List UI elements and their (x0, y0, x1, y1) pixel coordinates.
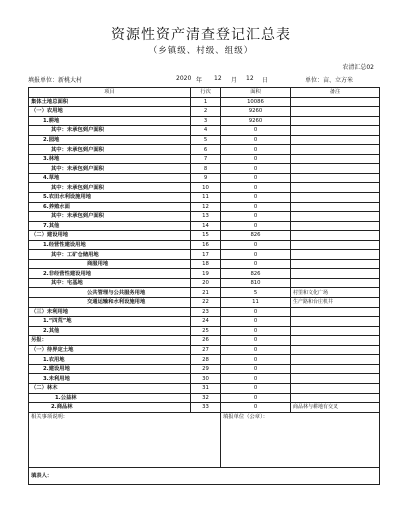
row-item: 6.养殖水面 (29, 202, 191, 212)
table-row (29, 97, 380, 107)
row-item: 其中：宅基地 (29, 278, 191, 288)
table-row (29, 336, 380, 346)
table-row (29, 374, 380, 384)
row-area: 0 (221, 307, 291, 317)
row-item: 1.公益林 (29, 393, 191, 403)
row-number: 26 (191, 336, 221, 346)
row-remarks (291, 317, 380, 327)
row-number: 24 (191, 317, 221, 327)
row-area: 0 (221, 259, 291, 269)
table-row (29, 116, 380, 126)
table-row (29, 393, 380, 403)
row-area: 0 (221, 336, 291, 346)
table-row (29, 326, 380, 336)
row-number: 1 (191, 97, 221, 107)
row-item: 2.其他 (29, 326, 191, 336)
row-number: 7 (191, 154, 221, 164)
row-remarks (291, 193, 380, 203)
row-number: 15 (191, 231, 221, 241)
table-row (29, 345, 380, 355)
report-month: 12 (214, 75, 222, 82)
row-area: 9260 (221, 116, 291, 126)
row-item: 4.草地 (29, 173, 191, 183)
row-item: 其中：工矿仓储用地 (29, 250, 191, 260)
row-number: 32 (191, 393, 221, 403)
row-number: 14 (191, 221, 221, 231)
row-item: 7.其他 (29, 221, 191, 231)
row-number: 8 (191, 164, 221, 174)
row-area: 0 (221, 326, 291, 336)
table-row (29, 364, 380, 374)
row-item: 1.“四荒”地 (29, 317, 191, 327)
table-row (29, 183, 380, 193)
row-remarks (291, 145, 380, 155)
row-area: 0 (221, 393, 291, 403)
asset-summary-table (28, 87, 380, 485)
row-remarks (291, 383, 380, 393)
report-day: 12 (246, 75, 254, 82)
row-item: （二）建设用地 (29, 231, 191, 241)
row-area: 0 (221, 164, 291, 174)
row-item: 集体土地总面积 (29, 97, 191, 107)
row-number: 27 (191, 345, 221, 355)
row-remarks: 商品林与耕地有交叉 (291, 403, 380, 413)
table-row (29, 355, 380, 365)
table-row (29, 221, 380, 231)
form-code: 农清汇总02 (342, 64, 374, 71)
row-area: 0 (221, 345, 291, 355)
row-remarks (291, 336, 380, 346)
row-remarks (291, 126, 380, 136)
table-row (29, 383, 380, 393)
row-item: 2.建设用地 (29, 364, 191, 374)
row-number: 18 (191, 259, 221, 269)
row-item: 其中：未承包到户面积 (29, 212, 191, 222)
row-remarks (291, 231, 380, 241)
table-row (29, 240, 380, 250)
row-remarks (291, 259, 380, 269)
row-remarks (291, 355, 380, 365)
row-item: 3.未利用地 (29, 374, 191, 384)
row-number: 33 (191, 403, 221, 413)
month-label: 月 (231, 77, 238, 84)
row-number: 17 (191, 250, 221, 260)
row-item: （一）待界定土地 (29, 345, 191, 355)
row-number: 12 (191, 202, 221, 212)
row-area: 10086 (221, 97, 291, 107)
row-area: 0 (221, 183, 291, 193)
header-item: 项目 (29, 88, 191, 98)
row-area: 0 (221, 374, 291, 384)
row-remarks (291, 221, 380, 231)
table-row (29, 126, 380, 136)
row-item: 2.商品林 (29, 403, 191, 413)
row-number: 28 (191, 355, 221, 365)
table-row (29, 154, 380, 164)
row-remarks (291, 393, 380, 403)
table-header-row (29, 88, 380, 98)
row-remarks (291, 97, 380, 107)
row-remarks (291, 183, 380, 193)
row-item: 3.林地 (29, 154, 191, 164)
row-number: 20 (191, 278, 221, 288)
row-item: （二）林木 (29, 383, 191, 393)
row-number: 29 (191, 364, 221, 374)
table-row (29, 403, 380, 413)
table-row (29, 135, 380, 145)
row-area: 0 (221, 145, 291, 155)
row-remarks (291, 250, 380, 260)
row-area: 11 (221, 298, 291, 308)
year-label: 年 (196, 77, 203, 84)
row-item: （一）农用地 (29, 107, 191, 117)
table-row (29, 278, 380, 288)
row-remarks (291, 202, 380, 212)
row-number: 22 (191, 298, 221, 308)
row-number: 16 (191, 240, 221, 250)
seal-label: 填报单位（公章）： (223, 413, 269, 420)
row-number: 23 (191, 307, 221, 317)
row-remarks (291, 164, 380, 174)
table-row (29, 173, 380, 183)
row-number: 9 (191, 173, 221, 183)
row-area: 5 (221, 288, 291, 298)
row-area: 0 (221, 403, 291, 413)
notes-cell (29, 412, 221, 467)
row-number: 3 (191, 116, 221, 126)
row-area: 0 (221, 221, 291, 231)
row-number: 30 (191, 374, 221, 384)
filler-row (29, 467, 380, 484)
row-number: 4 (191, 126, 221, 136)
row-area: 9260 (221, 107, 291, 117)
row-number: 6 (191, 145, 221, 155)
table-row (29, 259, 380, 269)
row-item: （三）未利用地 (29, 307, 191, 317)
row-remarks (291, 345, 380, 355)
row-number: 10 (191, 183, 221, 193)
form-title: 资源性资产清查登记汇总表 (111, 27, 291, 43)
table-row (29, 269, 380, 279)
row-remarks (291, 116, 380, 126)
row-area: 0 (221, 193, 291, 203)
table-row (29, 307, 380, 317)
row-item: 2.非经营性建设用地 (29, 269, 191, 279)
form-subtitle: （乡镇级、村级、组级） (148, 46, 254, 56)
row-remarks (291, 278, 380, 288)
row-area: 826 (221, 231, 291, 241)
row-item: 交通运输和水利设施用地 (29, 298, 191, 308)
row-area: 810 (221, 278, 291, 288)
row-area: 0 (221, 202, 291, 212)
row-number: 5 (191, 135, 221, 145)
row-number: 13 (191, 212, 221, 222)
row-area: 0 (221, 126, 291, 136)
row-remarks (291, 135, 380, 145)
row-area: 0 (221, 154, 291, 164)
row-area: 0 (221, 240, 291, 250)
row-area: 0 (221, 317, 291, 327)
seal-cell (221, 412, 380, 467)
table-row (29, 298, 380, 308)
row-remarks: 生产路和台庄机井 (291, 298, 380, 308)
row-item: 其中：未承包到户面积 (29, 126, 191, 136)
row-remarks (291, 326, 380, 336)
row-remarks (291, 107, 380, 117)
row-area: 0 (221, 250, 291, 260)
row-remarks (291, 240, 380, 250)
row-remarks (291, 269, 380, 279)
row-number: 31 (191, 383, 221, 393)
row-item: 公共管理与公共服务用地 (29, 288, 191, 298)
filler-label: 填表人： (31, 472, 53, 479)
header-row-number: 行次 (191, 88, 221, 98)
table-row (29, 193, 380, 203)
report-year: 2020 (176, 75, 192, 82)
table-row (29, 317, 380, 327)
row-remarks (291, 307, 380, 317)
row-number: 19 (191, 269, 221, 279)
table-row (29, 202, 380, 212)
reporting-unit: 填报单位：新桃大村 (28, 77, 83, 84)
row-area: 0 (221, 355, 291, 365)
header-remarks: 备注 (291, 88, 380, 98)
row-number: 25 (191, 326, 221, 336)
row-area: 0 (221, 212, 291, 222)
row-remarks (291, 173, 380, 183)
row-item: 1.经营性建设用地 (29, 240, 191, 250)
table-row (29, 145, 380, 155)
table-row (29, 212, 380, 222)
row-item: 1.农用地 (29, 355, 191, 365)
notes-row (29, 412, 380, 467)
row-number: 21 (191, 288, 221, 298)
row-number: 2 (191, 107, 221, 117)
row-remarks (291, 154, 380, 164)
table-row (29, 231, 380, 241)
table-row (29, 107, 380, 117)
filler-cell (29, 467, 380, 484)
row-item: 其中：未承包到户面积 (29, 183, 191, 193)
row-number: 11 (191, 193, 221, 203)
row-item: 5.农田水利设施用地 (29, 193, 191, 203)
row-area: 826 (221, 269, 291, 279)
row-area: 0 (221, 173, 291, 183)
notes-label: 相关事项说明： (31, 413, 69, 420)
row-remarks (291, 212, 380, 222)
row-item: 商服用地 (29, 259, 191, 269)
row-item: 其中：未承包到户面积 (29, 145, 191, 155)
header-area: 面积 (221, 88, 291, 98)
table-row (29, 164, 380, 174)
row-item: 2.园地 (29, 135, 191, 145)
day-label: 日 (262, 77, 269, 84)
row-area: 0 (221, 135, 291, 145)
row-item: 1.耕地 (29, 116, 191, 126)
row-item: 其中：未承包到户面积 (29, 164, 191, 174)
row-area: 0 (221, 383, 291, 393)
row-remarks: 村里和文化广场 (291, 288, 380, 298)
row-area: 0 (221, 364, 291, 374)
units-label: 单位：亩、立方米 (305, 77, 354, 84)
row-remarks (291, 374, 380, 384)
table-row (29, 288, 380, 298)
table-row (29, 250, 380, 260)
row-item: 另报： (29, 336, 191, 346)
row-remarks (291, 364, 380, 374)
